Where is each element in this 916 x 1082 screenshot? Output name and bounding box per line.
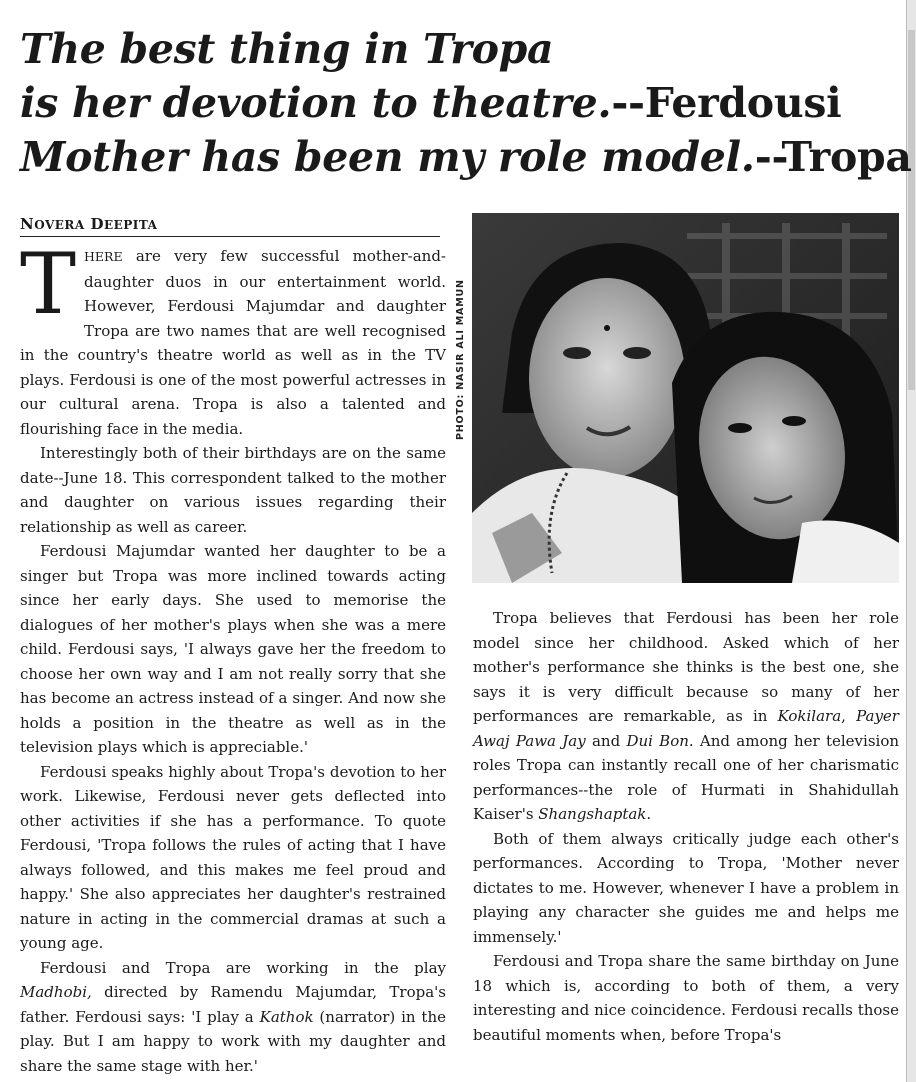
scrollbar-thumb[interactable] [908,30,915,390]
paragraph-8: Ferdousi and Tropa share the same birthday on June 18 which is, according to both of them, a very interesting and nice coincidence. Ferdousi recalls those beautiful moments when, before Tropa's [473,952,899,1044]
paragraph-6: Tropa believes that Ferdousi has been her role model since her childhood. Asked which of her mother's performance she thinks is the best one, she says it is very difficult because so many of her performances are remarkable, as in Kokilara, Payer Awaj Pawa Jay and Dui Bon. And among her television roles Tropa can instantly recall one of her charismatic performances--the role of Hurmati in Shahidullah Kaiser's Shangshaptak. [473,609,900,823]
article-column-right [473,606,899,1047]
headline [20,22,912,184]
article-photo [472,213,899,583]
photo-image [472,213,899,583]
paragraph-3: Ferdousi Majumdar wanted her daughter to be a singer but Tropa was more inclined towards acting since her early days. She used to memorise the dialogues of her mother's plays when she was a mere child. Ferdousi says, 'I always gave her the freedom to choose her own way and I am not really sorry that she has become an actress instead of a singer. And now she holds a position in the theatre as well as in the television plays which is appreciable.' [20,542,446,756]
headline-line-3: Mother has been my role model.--Tropa [20,133,912,181]
headline-line-1: The best thing in Tropa [20,25,554,73]
paragraph-5: Ferdousi and Tropa are working in the play Madhobi, directed by Ramendu Majumdar, Tropa's father. Ferdousi says: 'I play a Kathok (narrator) in the play. But I am happy to work with my daughter and share the same stage with her.' [20,958,446,1075]
article-column-left [20,235,446,1078]
headline-line-2: is her devotion to theatre.--Ferdousi [20,79,842,127]
drop-cap: T [20,235,77,333]
photo-credit: PHOTO: NASIR ALI MAMUN [455,279,466,440]
paragraph-4: Ferdousi speaks highly about Tropa's devotion to her work. Likewise, Ferdousi never gets deflected into other activities if she has a performance. To quote Ferdousi, 'Tropa follows the rules of acting that I have always followed, and this makes me feel proud and happy.' She also appreciates her daughter's restrained nature in acting in the commercial dramas at such a young age. [20,762,446,952]
byline: NOVERA DEEPITA [20,215,440,237]
paragraph-2: Interestingly both of their birthdays are on the same date--June 18. This correspondent talked to the mother and daughter on various issues regarding their relationship as well as career. [20,444,446,536]
paragraph-7: Both of them always critically judge each other's performances. According to Tropa, 'Mother never dictates to me. However, whenever I have a problem in playing any character she guides me and helps me immensely.' [473,829,899,946]
paragraph-1: THERE are very few successful mother-and-daughter duos in our entertainment world. However, Ferdousi Majumdar and daughter Tropa are two names that are well recognised in the country's theatre world as well as in the TV plays. Ferdousi is one of the most powerful actresses in our cultural arena. Tropa is also a talented and flourishing face in the media. [20,235,446,438]
